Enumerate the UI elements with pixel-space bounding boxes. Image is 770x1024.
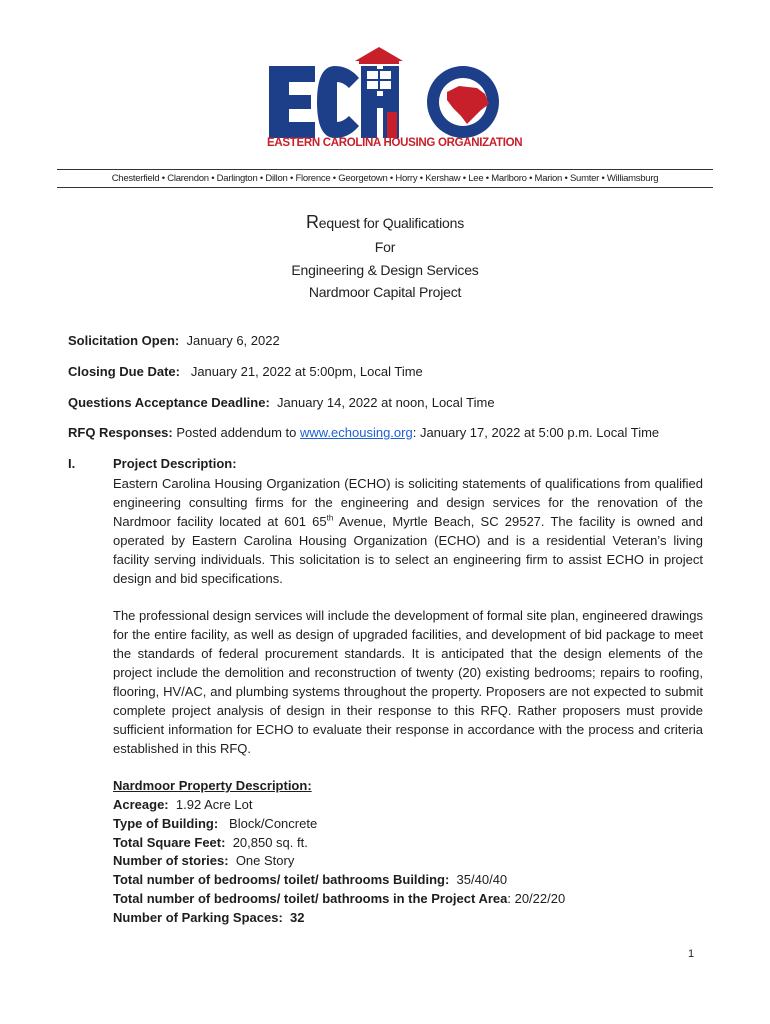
square-feet-label: Total Square Feet: bbox=[113, 835, 226, 850]
property-parking bbox=[113, 910, 304, 925]
parking-value: 32 bbox=[290, 910, 305, 925]
acreage-label: Acreage: bbox=[113, 797, 169, 812]
property-bedrooms-project bbox=[113, 891, 565, 906]
rfq-responses bbox=[68, 425, 659, 440]
questions-deadline bbox=[68, 395, 495, 410]
property-building-type bbox=[113, 816, 317, 831]
header-divider-bottom bbox=[57, 187, 713, 188]
stories-label: Number of stories: bbox=[113, 853, 229, 868]
section-numeral: I. bbox=[68, 456, 76, 471]
property-acreage bbox=[113, 797, 253, 812]
title-initial: R bbox=[305, 212, 319, 232]
property-square-feet bbox=[113, 835, 308, 850]
stories-value: One Story bbox=[235, 853, 295, 868]
solicitation-open bbox=[68, 333, 280, 348]
section-heading: Project Description: bbox=[113, 456, 237, 471]
page-number: 1 bbox=[688, 948, 695, 960]
solicitation-open-label: Solicitation Open: bbox=[68, 333, 180, 348]
paragraph-1-start: Eastern Carolina Housing Organization (ECHO) is soliciting statements of qualifications from qualified engineering consulting firms for the engineering and design services for the renovation of the Nardmoor facility located at 601 65 bbox=[113, 476, 703, 529]
bedrooms-project-label: Total number of bedrooms/ toilet/ bathrooms in the Project Area bbox=[113, 891, 508, 906]
title-line-4: Nardmoor Capital Project bbox=[308, 284, 462, 300]
bedrooms-building-label: Total number of bedrooms/ toilet/ bathrooms Building: bbox=[113, 872, 450, 887]
rfq-responses-label: RFQ Responses: bbox=[68, 425, 173, 440]
title-rest: equest for Qualifications bbox=[318, 215, 464, 231]
project-description-paragraph-1 bbox=[113, 474, 703, 588]
header-divider-top bbox=[57, 169, 713, 170]
closing-due-value: January 21, 2022 at 5:00pm, Local Time bbox=[190, 364, 423, 379]
paragraph-1-end: Avenue, Myrtle Beach, SC 29527. The facility is owned and operated by Eastern Carolina Housing Organization (ECHO) and is a residential Veteran’s living facility serving individuals. This solicitation is to select an engineering firm to assist ECHO in project design and bid specifications. bbox=[113, 514, 703, 586]
square-feet-value: 20,850 sq. ft. bbox=[232, 835, 308, 850]
echousing-link[interactable]: www.echousing.org bbox=[299, 425, 413, 440]
title-line-1 bbox=[200, 212, 570, 233]
questions-deadline-value: January 14, 2022 at noon, Local Time bbox=[277, 395, 495, 410]
property-heading: Nardmoor Property Description: bbox=[113, 778, 312, 793]
bedrooms-project-value: : 20/22/20 bbox=[507, 891, 566, 906]
building-type-value: Block/Concrete bbox=[229, 816, 318, 831]
parking-label: Number of Parking Spaces: bbox=[113, 910, 283, 925]
logo-tagline: EASTERN CAROLINA HOUSING ORGANIZATION bbox=[267, 137, 523, 149]
ordinal-suffix: th bbox=[326, 513, 334, 523]
property-stories bbox=[113, 853, 294, 868]
title-line-3: Engineering & Design Services bbox=[291, 262, 479, 278]
acreage-value: 1.92 Acre Lot bbox=[175, 797, 253, 812]
building-type-label: Type of Building: bbox=[113, 816, 219, 831]
closing-due-label: Closing Due Date: bbox=[68, 364, 180, 379]
rfq-responses-suffix: : January 17, 2022 at 5:00 p.m. Local Time bbox=[412, 425, 660, 440]
project-description-paragraph-2: The professional design services will include the development of formal site plan, engineered drawings for the entire facility, as well as design of upgraded facilities, and development of bid package to meet the standards of federal procurement standards. It is anticipated that the design elements of the project include the demolition and reconstruction of twenty (20) existing bedrooms; repairs to roofing, flooring, HV/AC, and plumbing systems throughout the property. Proposers are not expected to submit complete project analysis of design in their response to this RFQ. Rather proposers must provide sufficient information for ECHO to evaluate their response in accordance with the process and criteria established in this RFQ. bbox=[113, 608, 703, 756]
questions-deadline-label: Questions Acceptance Deadline: bbox=[68, 395, 270, 410]
title-line-2: For bbox=[374, 239, 396, 255]
solicitation-open-value: January 6, 2022 bbox=[186, 333, 280, 348]
bedrooms-building-value: 35/40/40 bbox=[456, 872, 508, 887]
property-bedrooms-building bbox=[113, 872, 507, 887]
rfq-responses-prefix: Posted addendum to bbox=[176, 425, 297, 440]
closing-due-date bbox=[68, 364, 423, 379]
county-list: Chesterfield • Clarendon • Darlington • Dillon • Florence • Georgetown • Horry • Kershaw • Lee • Marlboro • Marion • Sumter • Williamsburg bbox=[111, 173, 659, 184]
